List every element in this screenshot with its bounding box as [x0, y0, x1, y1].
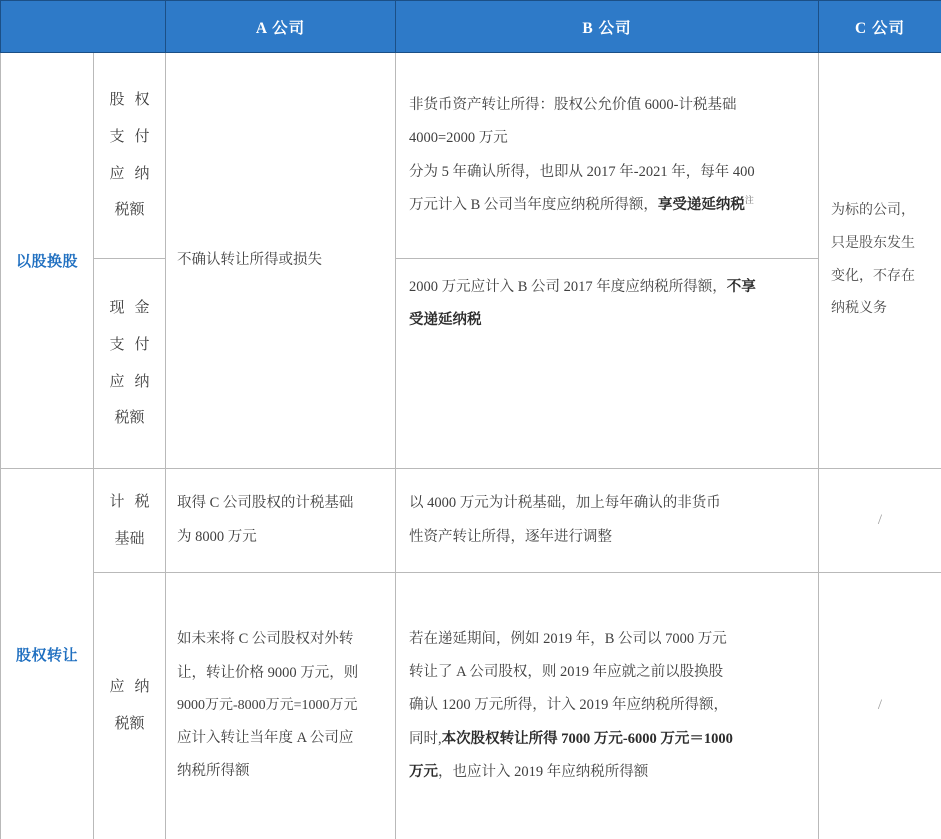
- cell-a-share-swap: [166, 53, 396, 469]
- cell-b-line: [409, 271, 804, 304]
- cell-c-slash: /: [877, 511, 883, 528]
- cell-a-tax-payable: [166, 573, 396, 839]
- cell-b-line: [409, 756, 804, 789]
- cell-b-emphasis: 本次股权转让所得 7000 万元-6000 万元＝1000: [441, 730, 733, 747]
- cell-b-tax-basis: [396, 469, 819, 573]
- cell-b-line: 确认 1200 万元所得，计入 2019 年应纳税所得额，: [409, 697, 728, 714]
- cell-b-line-plain: 2000 万元应计入 B 公司 2017 年度应纳税所得额，: [409, 279, 727, 295]
- sub-label-tax-basis: [94, 469, 166, 573]
- sub-label-line: 基础: [114, 529, 145, 547]
- cell-c-text: [819, 189, 941, 333]
- sub-label-line: 应 纳: [109, 372, 150, 390]
- header-col-c: C 公司: [819, 1, 941, 53]
- cell-b-line: [409, 723, 804, 756]
- cell-a-line: 取得 C 公司股权的计税基础: [177, 495, 354, 512]
- cell-a-tax-basis: [166, 469, 396, 573]
- sub-label-line: 股 权: [109, 91, 150, 108]
- cell-c-line: 为标的公司，: [831, 202, 915, 218]
- footnote-marker-icon: 注: [744, 195, 754, 206]
- cell-c-line: 纳税义务: [831, 301, 887, 317]
- sub-label-line: 计 税: [109, 492, 150, 510]
- table-row: [1, 53, 941, 259]
- cell-b-cash-payment: [396, 259, 819, 469]
- cell-c-tax-payable: [819, 573, 941, 839]
- sub-label-line: 应 纳: [109, 164, 150, 182]
- cell-b-line-plain: 万元计入 B 公司当年度应纳税所得额，: [409, 196, 658, 213]
- cell-a-line: 让，转让价格 9000 万元，则: [177, 664, 359, 681]
- sub-label-line: 支 付: [109, 335, 150, 353]
- cell-b-emphasis-part2: 受递延纳税: [409, 312, 482, 329]
- table-row: [1, 469, 941, 573]
- cell-b-line: 若在递延期间，例如 2019 年，B 公司以 7000 万元: [409, 630, 727, 647]
- sub-label-equity-payment: [94, 53, 166, 259]
- table-row: [1, 259, 941, 469]
- cell-b-tax-payable: [396, 573, 819, 839]
- header-col-a: A 公司: [166, 1, 396, 53]
- cell-b-emphasis-cont: 万元: [409, 764, 438, 781]
- sub-label-line: 税额: [114, 409, 145, 427]
- sub-label-tax-payable: [94, 573, 166, 839]
- cell-c-line: 只是股东发生: [831, 235, 915, 251]
- sub-label-line: 支 付: [109, 127, 150, 145]
- cell-c-tax-basis: [819, 469, 941, 573]
- sub-label-line: 现 金: [109, 299, 150, 316]
- cell-b-line: 非货币资产转让所得：股权公允价值 6000-计税基础: [409, 96, 737, 113]
- cell-a-line: 为 8000 万元: [177, 528, 257, 545]
- cell-b-line-plain: ，也应计入 2019 年应纳税所得额: [438, 764, 649, 781]
- table-row: [1, 573, 941, 839]
- cell-c-line: 变化，不存在: [831, 268, 915, 284]
- sub-label-line: 应 纳: [109, 678, 150, 696]
- cell-c-share-swap: [819, 53, 941, 469]
- cell-b-emphasis-part1: 不享: [726, 279, 756, 295]
- cell-b-equity-payment: [396, 53, 819, 259]
- cell-b-line-bold-tail: [409, 189, 804, 222]
- cell-a-line: 如未来将 C 公司股权对外转: [177, 631, 354, 648]
- category-label-equity-transfer: 股权转让: [1, 469, 94, 839]
- cell-c-slash: /: [877, 697, 883, 714]
- cell-a-text: 不确认转让所得或损失: [177, 251, 322, 268]
- header-corner-blank: [1, 1, 166, 53]
- cell-b-line: 以 4000 万元为计税基础，加上每年确认的非货币: [409, 495, 721, 512]
- cell-b-emphasis: 享受递延纳税: [657, 196, 745, 213]
- category-label-share-swap: 以股换股: [1, 53, 94, 469]
- table-header-row: [1, 1, 941, 53]
- cell-a-line: 纳税所得额: [177, 763, 250, 780]
- cell-b-line: 转让了 A 公司股权，则 2019 年应就之前以股换股: [409, 663, 724, 680]
- sub-label-line: 税额: [114, 715, 145, 732]
- header-col-b: B 公司: [396, 1, 819, 53]
- cell-b-line-plain: 同时,: [409, 730, 442, 747]
- sub-label-line: 税额: [114, 201, 145, 219]
- cell-a-line: 应计入转让当年度 A 公司应: [177, 730, 354, 747]
- cell-a-line: 9000万元-8000万元=1000万元: [177, 697, 358, 713]
- cell-b-line: [409, 304, 804, 337]
- sub-label-cash-payment: [94, 259, 166, 469]
- cell-b-line: 4000=2000 万元: [409, 130, 508, 147]
- cell-b-line: 性资产转让所得，逐年进行调整: [409, 528, 612, 545]
- cell-b-line: 分为 5 年确认所得，也即从 2017 年-2021 年，每年 400: [409, 163, 755, 180]
